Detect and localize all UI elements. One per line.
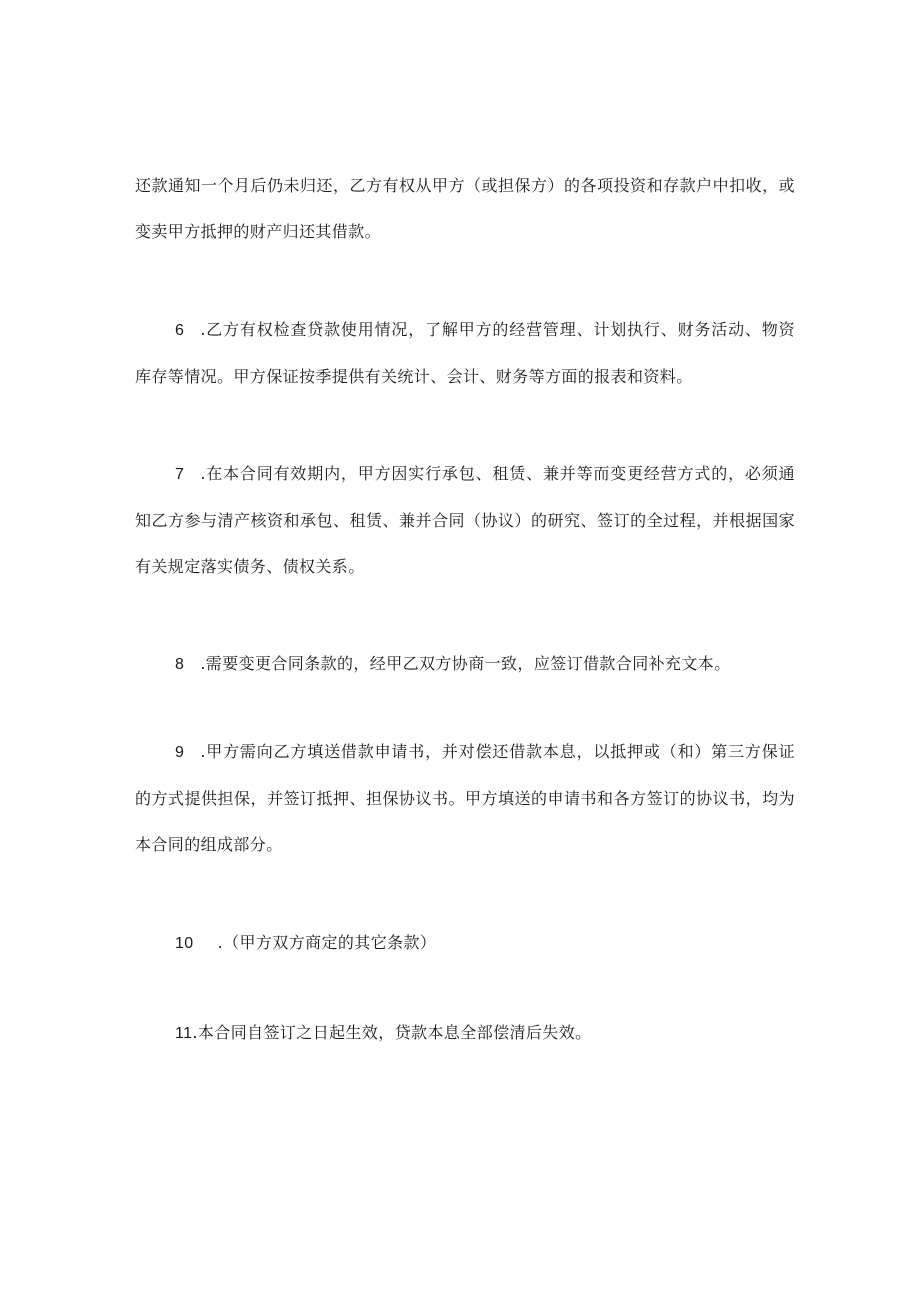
- clause-6: [135, 307, 795, 400]
- clause-5-continuation: 还款通知一个月后仍未归还，乙方有权从甲方（或担保方）的各项投资和存款户中扣收，或变卖甲方抵押的财产归还其借款。: [135, 176, 795, 241]
- clause-text: .本合同自签订之日起生效，贷款本息全部偿清后失效。: [192, 1023, 592, 1042]
- clause-text: .在本合同有效期内，甲方因实行承包、租赁、兼并等而变更经营方式的，必须通知乙方参与清产核资和承包、租赁、兼并合同（协议）的研究、签订的全过程，并根据国家有关规定落实债务、债权关系。: [135, 464, 795, 576]
- clause-8: [135, 641, 795, 688]
- clause-text: .需要变更合同条款的，经甲乙双方协商一致，应签订借款合同补充文本。: [200, 654, 731, 673]
- clause-11: [135, 1010, 795, 1057]
- clause-number: 9: [175, 744, 185, 761]
- clause-10: [135, 920, 795, 967]
- clause-number: 7: [175, 466, 185, 483]
- clause-number: 6: [175, 322, 185, 339]
- clause-7: [135, 451, 795, 590]
- clause-text: .甲方需向乙方填送借款申请书，并对偿还借款本息，以抵押或（和）第三方保证的方式提供担保，并签订抵押、担保协议书。甲方填送的申请书和各方签订的协议书，均为本合同的组成部分。: [135, 742, 795, 854]
- clause-number: 8: [175, 656, 185, 673]
- clause-text: .（甲方双方商定的其它条款）: [217, 933, 437, 952]
- clause-text: .乙方有权检查贷款使用情况，了解甲方的经营管理、计划执行、财务活动、物资库存等情况。甲方保证按季提供有关统计、会计、财务等方面的报表和资料。: [135, 320, 795, 386]
- clause-number: 10: [175, 935, 194, 952]
- clause-number: 11: [175, 1025, 193, 1042]
- clause-9: [135, 729, 795, 868]
